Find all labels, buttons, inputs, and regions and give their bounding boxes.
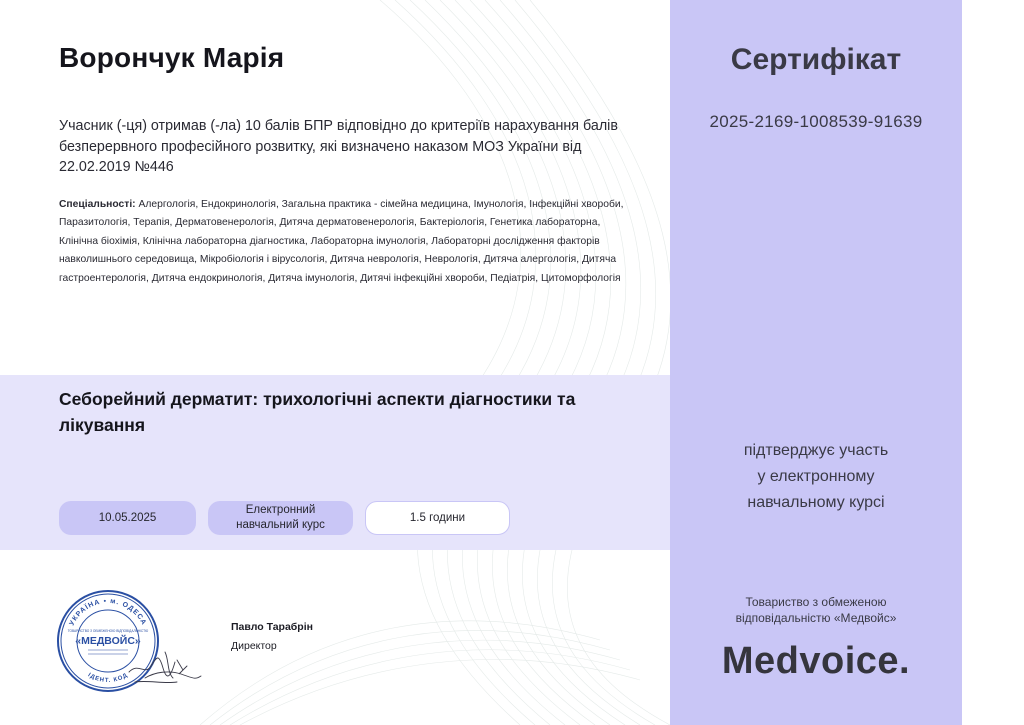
course-hours: 1.5 години xyxy=(409,511,466,524)
right-margin xyxy=(962,0,1024,725)
certificate-number: 2025-2169-1008539-91639 xyxy=(709,112,923,131)
course-title: Себорейний дерматит: трихологічні аспекти діагностики та лікування xyxy=(59,389,576,435)
course-type-line1: Електронний xyxy=(245,504,316,516)
course-type xyxy=(236,503,325,533)
svg-text:УКРАЇНА • м. ОДЕСА xyxy=(69,598,148,627)
participant-name: Ворончук Марія xyxy=(59,42,285,73)
confirmation-line-2: у електронному xyxy=(757,468,875,485)
medvoice-logo: Medvoice. xyxy=(721,640,911,682)
intro-text: Учасник (-ця) отримав (-ла) 10 балів БПР відповідно до критеріїв нарахування балів безперервного професійного розвитку, які визначено наказом МОЗ України від 22.02.2019 №446 xyxy=(59,118,618,175)
confirmation-line-1: підтверджує участь xyxy=(743,442,889,459)
svg-text:ІДЕНТ. КОД xyxy=(87,672,130,684)
confirmation-text xyxy=(670,438,962,516)
signature-icon xyxy=(125,632,205,692)
specialties-block xyxy=(59,196,624,288)
certificate-title: Сертифікат xyxy=(730,43,902,76)
specialties-label: Спеціальності: xyxy=(59,199,136,210)
signer-role: Директор xyxy=(231,640,277,652)
course-type-line2: навчальний курс xyxy=(236,519,325,531)
course-hours-badge xyxy=(365,501,510,535)
organization-name xyxy=(670,594,962,626)
stamp-top-text: УКРАЇНА • м. ОДЕСА xyxy=(68,597,148,627)
specialties-list: Алергологія, Ендокринологія, Загальна практика - сімейна медицина, Імунологія, Інфекційні хвороби, Паразитологія, Терапія, Дерматовенерологія, Дитяча дерматовенерологія, Бактеріологія, Генетика лабораторна, Клінічна біохімія, Клінічна лабораторна діагностика, Лабораторна імунологія, Лабораторні дослідження факторів навколишнього середовища, Мікробіологія і вірусологія, Дитяча неврологія, Неврологія, Дитяча алергологія, Дитяча гастроентерологія, Дитяча ендокринологія, Дитяча імунологія, Дитячі інфекційні хвороби, Педіатрія, Цитоморфологія xyxy=(59,199,624,284)
organization-line-2: відповідальністю «Медвойс» xyxy=(735,611,897,625)
organization-line-1: Товариство з обмеженою xyxy=(745,595,887,609)
stamp-center-text: «МЕДВОЙС» xyxy=(75,635,141,647)
course-type-badge xyxy=(208,501,353,535)
signer-name: Павло Тарабрін xyxy=(231,621,313,633)
stamp-small-text: ТОВАРИСТВО З ОБМЕЖЕНОЮ ВІДПОВІДАЛЬНІСТЮ xyxy=(67,629,149,633)
course-date: 10.05.2025 xyxy=(98,511,157,524)
stamp-bottom-text: ІДЕНТ. КОД xyxy=(86,672,130,685)
course-date-badge xyxy=(59,501,196,535)
confirmation-line-3: навчальному курсі xyxy=(747,494,885,511)
